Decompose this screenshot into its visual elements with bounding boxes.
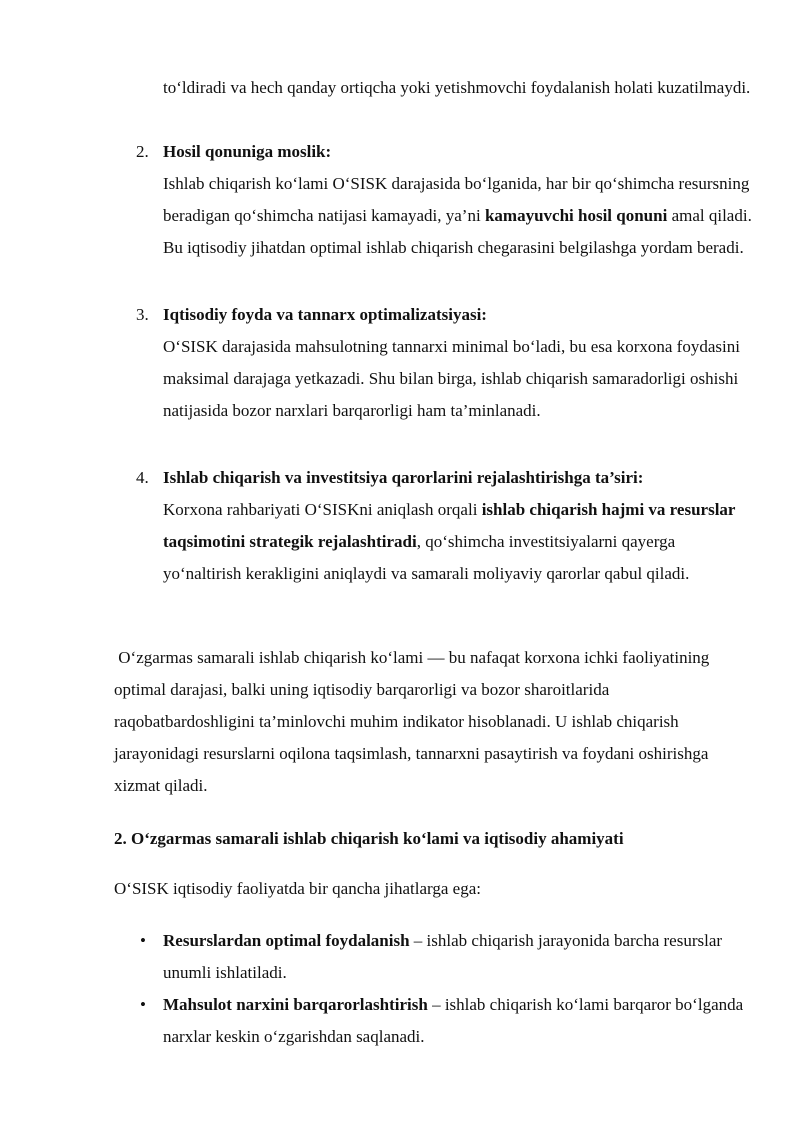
- list-item-text: amal qiladi. Bu iqtisodiy jihatdan optimal ishlab chiqarish chegarasini belgilashga yordam beradi.: [163, 206, 752, 257]
- list-item-text: Ishlab chiqarish ko‘lami O‘SISK darajasida bo‘lganida, har bir qo‘shimcha resursning beradigan qo‘shimcha natijasi kamayadi, ya’ni: [163, 174, 750, 225]
- list-item-number: 3.: [136, 305, 149, 324]
- section-intro: O‘SISK iqtisodiy faoliyatda bir qancha jihatlarga ega:: [114, 879, 481, 898]
- list-item-number: 4.: [136, 468, 149, 487]
- bullet-item: [163, 989, 753, 1053]
- bullet-item: [163, 925, 753, 989]
- bullet-item-title: Resurslardan optimal foydalanish: [163, 931, 410, 950]
- list-item-bold-text: kamayuvchi hosil qonuni: [484, 206, 668, 225]
- section-heading: 2. O‘zgarmas samarali ishlab chiqarish ko‘lami va iqtisodiy ahamiyati: [114, 829, 624, 848]
- list-item: [163, 462, 753, 590]
- bullet-icon: •: [140, 931, 146, 950]
- list-item-continuation: [163, 72, 753, 104]
- bullet-item-text: – ishlab chiqarish ko‘lami barqaror bo‘lganda narxlar keskin o‘zgarishdan saqlanadi.: [163, 995, 744, 1046]
- bullet-item-title: Mahsulot narxini barqarorlashtirish: [163, 995, 428, 1014]
- list-item-text: , qo‘shimcha investitsiyalarni qayerga yo‘naltirish kerakligini aniqlaydi va samarali moliyaviy qarorlar qabul qiladi.: [163, 532, 690, 583]
- list-item-text: O‘SISK darajasida mahsulotning tannarxi minimal bo‘ladi, bu esa korxona foydasini maksimal darajaga yetkazadi. Shu bilan birga, ishlab chiqarish samaradorligi oshishi natijasida bozor narxlari barqarorligi ham ta’minlanadi.: [163, 337, 740, 420]
- paragraph-text: O‘zgarmas samarali ishlab chiqarish ko‘lami — bu nafaqat korxona ichki faoliyatining optimal darajasi, balki uning iqtisodiy barqarorligi va bozor sharoitlarida raqobatbardoshligini ta’minlovchi muhim indikator hisoblanadi. U ishlab chiqarish jarayonidagi resurslarni oqilona taqsimlash, tannarxni pasaytirish va foydani oshirishga xizmat qiladi.: [114, 648, 714, 795]
- bullet-icon: •: [140, 995, 146, 1014]
- bullet-item-text: – ishlab chiqarish jarayonida barcha resurslar unumli ishlatiladi.: [163, 931, 723, 982]
- list-item: [163, 299, 753, 427]
- list-item-number: 2.: [136, 142, 149, 161]
- list-item-text: Korxona rahbariyati O‘SISKni aniqlash orqali: [163, 500, 482, 519]
- list-item-text: to‘ldiradi va hech qanday ortiqcha yoki yetishmovchi foydalanish holati kuzatilmaydi.: [163, 78, 751, 97]
- list-item-title: Iqtisodiy foyda va tannarx optimalizatsiyasi:: [163, 305, 487, 324]
- list-item-bold-text: ishlab chiqarish hajmi va resurslar taqsimotini strategik rejalashtiradi: [163, 500, 736, 551]
- list-item-title: Ishlab chiqarish va investitsiya qarorlarini rejalashtirishga ta’siri:: [163, 468, 644, 487]
- list-item-title: Hosil qonuniga moslik:: [163, 142, 332, 161]
- list-item: [163, 136, 753, 264]
- summary-paragraph: [114, 642, 754, 802]
